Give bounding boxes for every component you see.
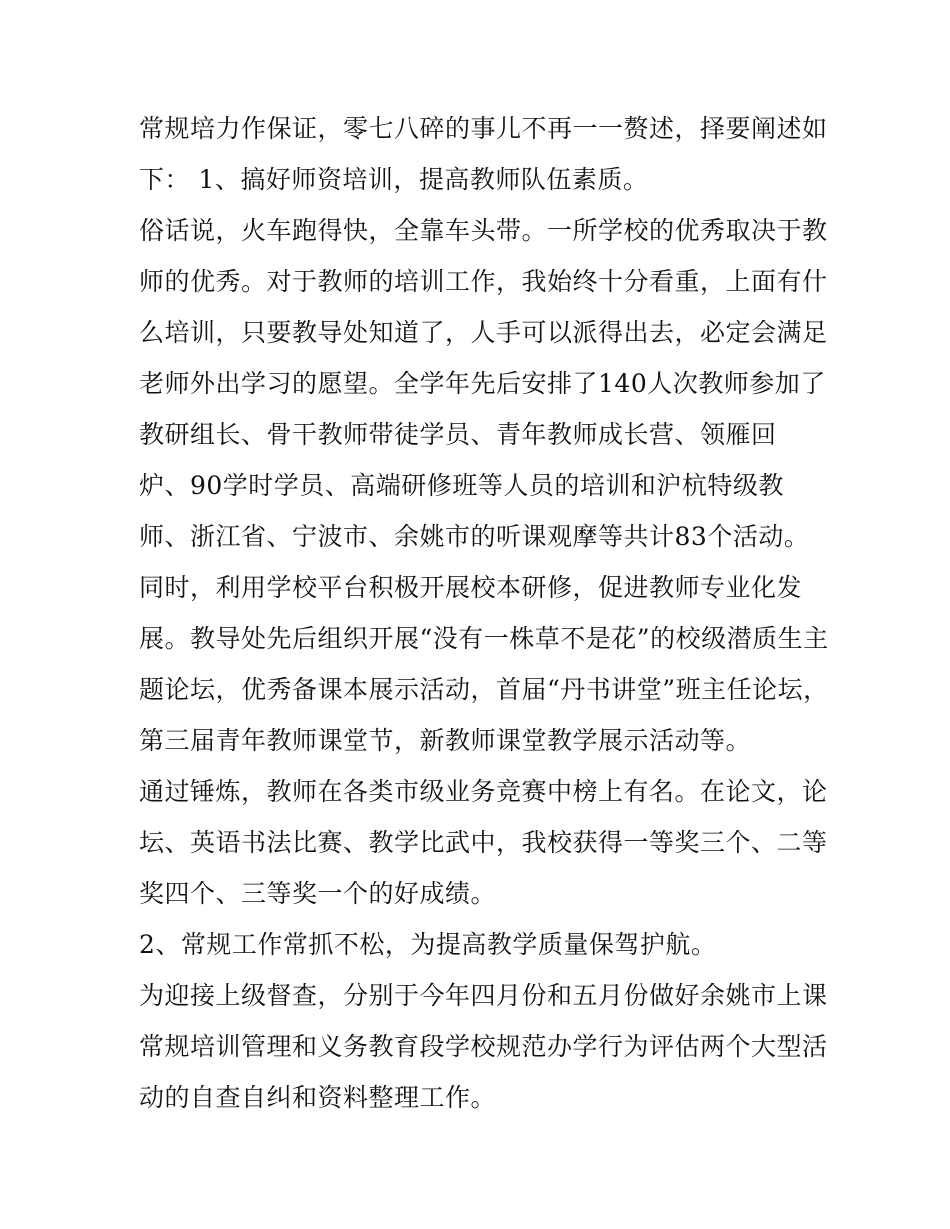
text-line: 通过锤炼，教师在各类市级业务竞赛中榜上有名。在论文，论 (139, 777, 828, 806)
text-line: 炉、90学时学员、高端研修班等人员的培训和沪杭特级教 (139, 471, 784, 500)
text-line: 第三届青年教师课堂节，新教师课堂教学展示活动等。 (139, 726, 752, 755)
text-line: 常规培力作保证，零七八碎的事儿不再一一赘述，择要阐述如 (139, 114, 828, 143)
text-line: 下： 1、搞好师资培训，提高教师队伍素质。 (139, 165, 649, 194)
text-line: 题论坛，优秀备课本展示活动，首届“丹书讲堂”班主任论坛， (139, 675, 829, 704)
text-line: 师的优秀。对于教师的培训工作，我始终十分看重，上面有什 (139, 267, 828, 296)
text-line: 教研组长、骨干教师带徒学员、青年教师成长营、领雁回 (139, 420, 777, 449)
text-line: 俗话说，火车跑得快，全靠车头带。一所学校的优秀取决于教 (139, 216, 828, 245)
text-line: 奖四个、三等奖一个的好成绩。 (139, 879, 497, 908)
text-line: 动的自查自纠和资料整理工作。 (139, 1083, 497, 1112)
text-line: 展。教导处先后组织开展“没有一株草不是花”的校级潜质生主 (139, 624, 829, 653)
document-body (139, 103, 839, 1123)
text-line: 老师外出学习的愿望。全学年先后安排了140人次教师参加了 (139, 369, 826, 398)
text-line: 师、浙江省、宁波市、余姚市的听课观摩等共计83个活动。 (139, 522, 810, 551)
text-line: 同时，利用学校平台积极开展校本研修，促进教师专业化发 (139, 573, 803, 602)
text-line: 常规培训管理和义务教育段学校规范办学行为评估两个大型活 (139, 1032, 828, 1061)
text-line: 为迎接上级督查，分别于今年四月份和五月份做好余姚市上课 (139, 981, 828, 1010)
text-line: 坛、英语书法比赛、教学比武中，我校获得一等奖三个、二等 (139, 828, 828, 857)
text-line: 么培训，只要教导处知道了，人手可以派得出去，必定会满足 (139, 318, 828, 347)
text-line: 2、常规工作常抓不松，为提高教学质量保驾护航。 (139, 930, 717, 959)
